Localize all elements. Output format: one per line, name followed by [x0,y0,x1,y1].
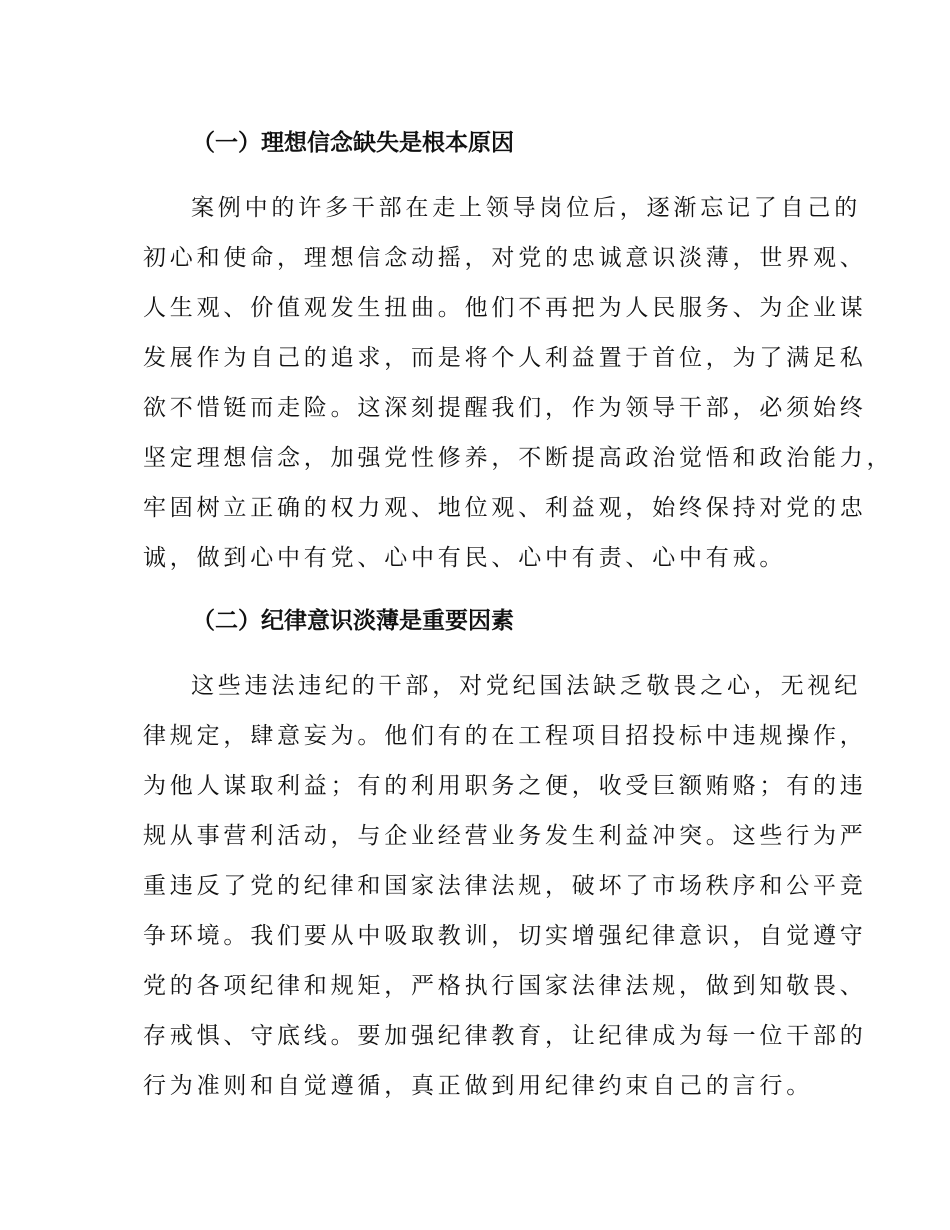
paragraph-line: 争环境。我们要从中吸取教训，切实增强纪律意识，自觉遵守 [143,923,867,949]
paragraph-line: 规从事营利活动，与企业经营业务发生利益冲突。这些行为严 [143,823,867,849]
paragraph-line: 初心和使命，理想信念动摇，对党的忠诚意识淡薄，世界观、 [143,245,867,271]
paragraph-line: 这些违法违纪的干部，对党纪国法缺乏敬畏之心，无视纪 [191,673,861,699]
paragraph-line: 为他人谋取利益；有的利用职务之便，收受巨额贿赂；有的违 [143,773,867,799]
paragraph-line: 牢固树立正确的权力观、地位观、利益观，始终保持对党的忠 [143,495,867,521]
paragraph-line: 人生观、价值观发生扭曲。他们不再把为人民服务、为企业谋 [143,295,867,321]
paragraph-line: 党的各项纪律和规矩，严格执行国家法律法规，做到知敬畏、 [143,973,867,999]
section-paragraph-1 [143,183,894,583]
paragraph-line: 存戒惧、守底线。要加强纪律教育，让纪律成为每一位干部的 [143,1023,867,1049]
paragraph-line: 重违反了党的纪律和国家法律法规，破坏了市场秩序和公平竞 [143,873,867,899]
paragraph-line: 诚，做到心中有党、心中有民、心中有责、心中有戒。 [143,545,787,571]
paragraph-line: 发展作为自己的追求，而是将个人利益置于首位，为了满足私 [143,345,867,371]
section-paragraph-2 [143,661,867,1111]
paragraph-line: 坚定理想信念，加强党性修养，不断提高政治觉悟和政治能力， [143,445,894,471]
paragraph-line: 律规定，肆意妄为。他们有的在工程项目招投标中违规操作， [143,723,867,749]
section-heading-2: （二）纪律意识淡薄是重要因素 [192,608,514,634]
paragraph-line: 行为准则和自觉遵循，真正做到用纪律约束自己的言行。 [143,1073,813,1099]
paragraph-line: 欲不惜铤而走险。这深刻提醒我们，作为领导干部，必须始终 [143,395,867,421]
paragraph-line: 案例中的许多干部在走上领导岗位后，逐渐忘记了自己的 [191,195,861,221]
section-heading-1: （一）理想信念缺失是根本原因 [192,130,514,156]
